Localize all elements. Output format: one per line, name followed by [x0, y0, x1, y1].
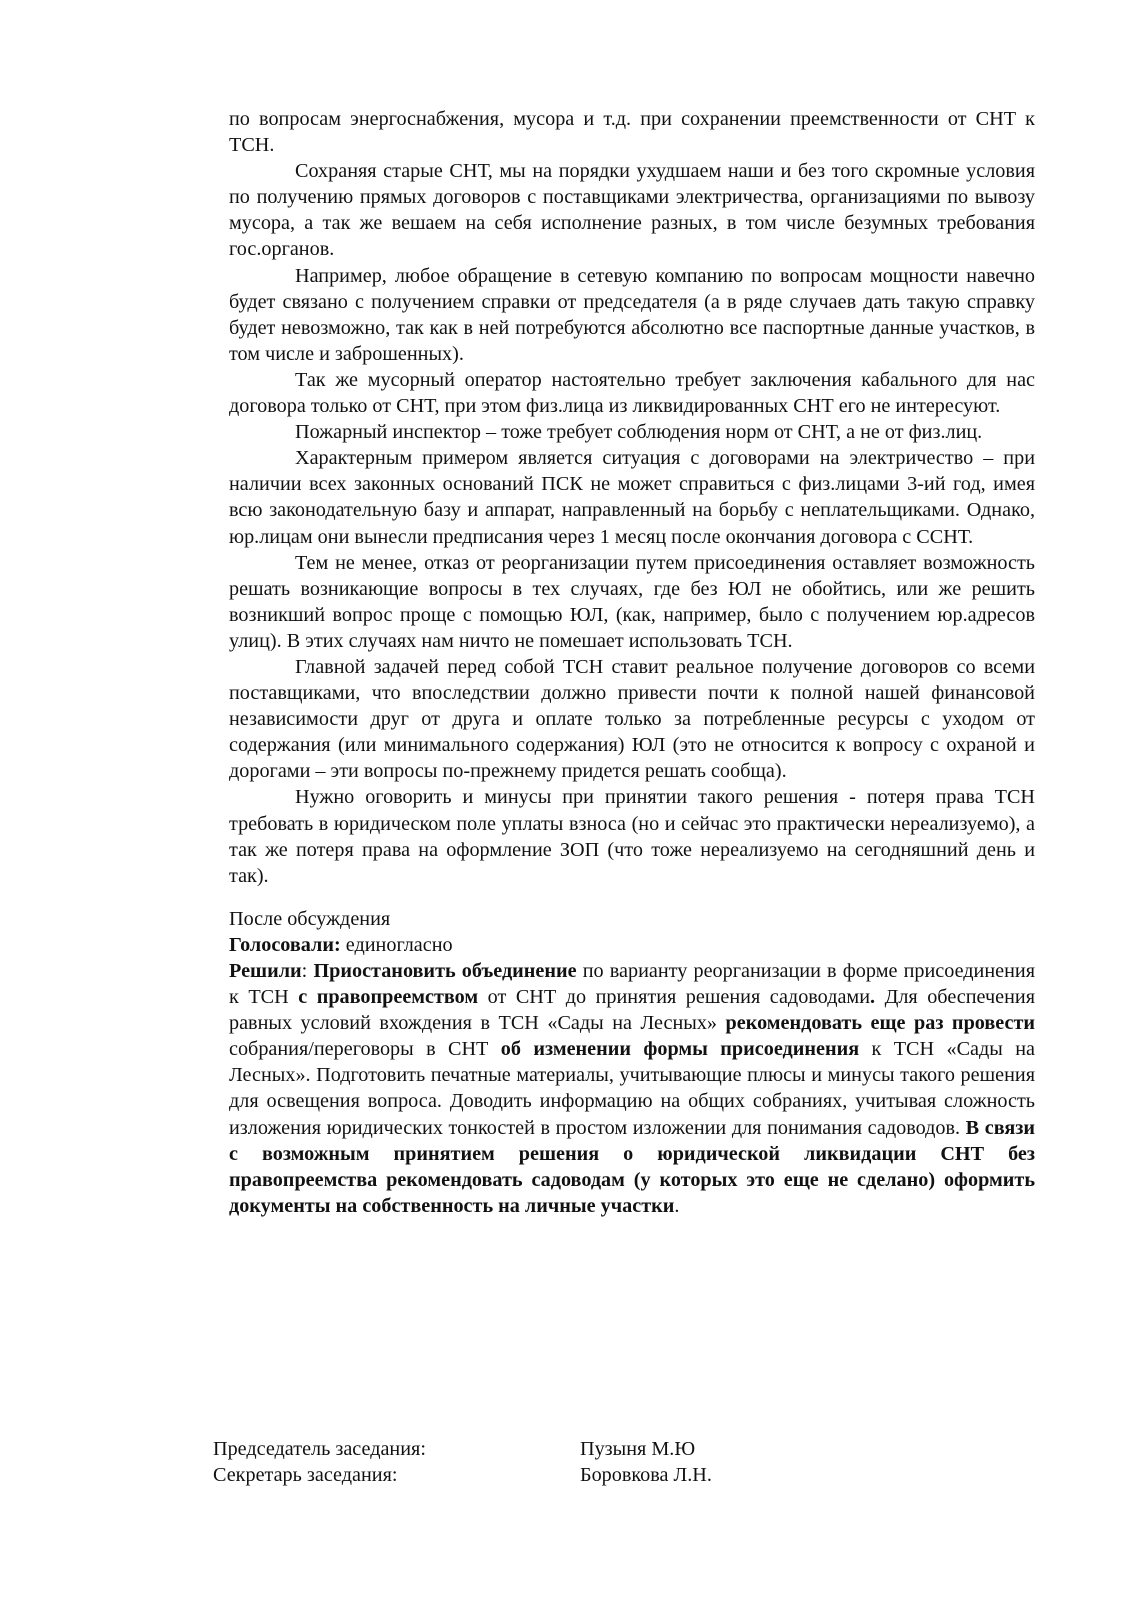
decision-parts: [229, 960, 1035, 1217]
signature-role-chair: Председатель заседания:: [213, 1438, 426, 1460]
decision-part: .: [674, 1194, 680, 1217]
decision-part: об изменении формы присоединения: [500, 1038, 860, 1061]
signature-block: [213, 1436, 1013, 1488]
decision-part: Для обеспечения равных условий вхождения в ТСН «Сады на Лесных»: [229, 986, 1036, 1035]
signature-name-secretary: Боровкова Л.Н.: [580, 1464, 712, 1486]
decision-part: к ТСН «Сады на Лесных». Подготовить печатные материалы, учитывающие плюсы и минусы такого решения для освещения вопроса. Доводить информацию на общих собраниях, учитывая сложность изложения юридических тонкостей в простом изложении для понимания садоводов.: [229, 1038, 1035, 1139]
decision-part: с правопреемством: [298, 986, 479, 1009]
after-discussion: После обсуждения: [229, 907, 391, 930]
decision-part: Приостановить объединение: [313, 960, 577, 982]
decision-part: собрания/переговоры в СНТ: [229, 1038, 501, 1061]
decision-label: Решили: [229, 960, 302, 982]
paragraph-4: Так же мусорный оператор настоятельно требует заключения кабального для нас договора только от СНТ, при этом физ.лица из ликвидированных СНТ его не интересуют.: [229, 368, 1035, 418]
document-body: [229, 106, 1035, 1219]
voted-value: единогласно: [340, 933, 453, 956]
paragraph-1: по вопросам энергоснабжения, мусора и т.д. при сохранении преемственности от СНТ к ТСН.: [229, 108, 1035, 157]
spacer: [229, 889, 1035, 906]
decision-part: :: [301, 960, 314, 982]
signature-role-secretary: Секретарь заседания:: [213, 1464, 398, 1486]
paragraph-5: Пожарный инспектор – тоже требует соблюдения норм от СНТ, а не от физ.лиц.: [295, 421, 983, 444]
paragraph-2: Сохраняя старые СНТ, мы на порядки ухудшаем наши и без того скромные условия по получению прямых договоров с поставщиками электричества, организациями по вывозу мусора, а так же вешаем на себя исполнение разных, в том числе безумных требования гос.органов.: [229, 160, 1035, 261]
decision-part: рекомендовать еще раз провести: [725, 1012, 1036, 1035]
decision-part: от СНТ до принятия решения садоводами: [478, 986, 871, 1009]
decision-part: .: [870, 986, 876, 1009]
signature-name-chair: Пузыня М.Ю: [580, 1438, 696, 1460]
paragraph-7: Тем не менее, отказ от реорганизации путем присоединения оставляет возможность решать возникающие вопросы в тех случаях, где без ЮЛ не обойтись, или же решить возникший вопрос проще с помощью ЮЛ, (как, например, было с получением юр.адресов улиц). В этих случаях нам ничто не помешает использовать ТСН.: [229, 551, 1035, 652]
paragraph-8: Главной задачей перед собой ТСН ставит реальное получение договоров со всеми поставщиками, что впоследствии должно привести почти к полной нашей финансовой независимости друг от друга и оплате только за потребленные ресурсы с уходом от содержания (или минимального содержания) ЮЛ (это не относится к вопросу с охраной и дорогами – эти вопросы по-прежнему придется решать сообща).: [229, 655, 1035, 783]
voting-result: [229, 932, 1035, 958]
paragraph-3: Например, любое обращение в сетевую компанию по вопросам мощности навечно будет связано с получением справки от председателя (а в ряде случаев дать такую справку будет невозможно, так как в ней потребуются абсолютно все паспортные данные участков, в том числе и заброшенных).: [229, 264, 1035, 365]
paragraph-9: Нужно оговорить и минусы при принятии такого решения - потеря права ТСН требовать в юридическом поле уплаты взноса (но и сейчас это практически нереализуемо), а так же потеря права на оформление ЗОП (что тоже нереализуемо на сегодняшний день и так).: [229, 786, 1035, 887]
signature-row-secretary: [213, 1462, 1013, 1488]
decision-text: [229, 958, 1035, 1219]
paragraph-6: Характерным примером является ситуация с договорами на электричество – при наличии всех законных оснований ПСК не может справиться с физ.лицами 3-ий год, имея всю законодательную базу и аппарат, направленный на борьбу с неплательщиками. Однако, юр.лицам они вынесли предписания через 1 месяц после окончания договора с ССНТ.: [229, 447, 1035, 548]
signature-row-chair: [213, 1436, 1013, 1462]
voted-label: Голосовали:: [229, 933, 341, 956]
decision-part: по варианту реорганизации в форме присоединения к ТСН: [229, 960, 1035, 1009]
decision-part: В связи с возможным принятием решения о юридической ликвидации СНТ без правопреемства рекомендовать садоводам (у которых это еще не сделано) оформить документы на собственность на личные участки: [229, 1116, 1036, 1217]
